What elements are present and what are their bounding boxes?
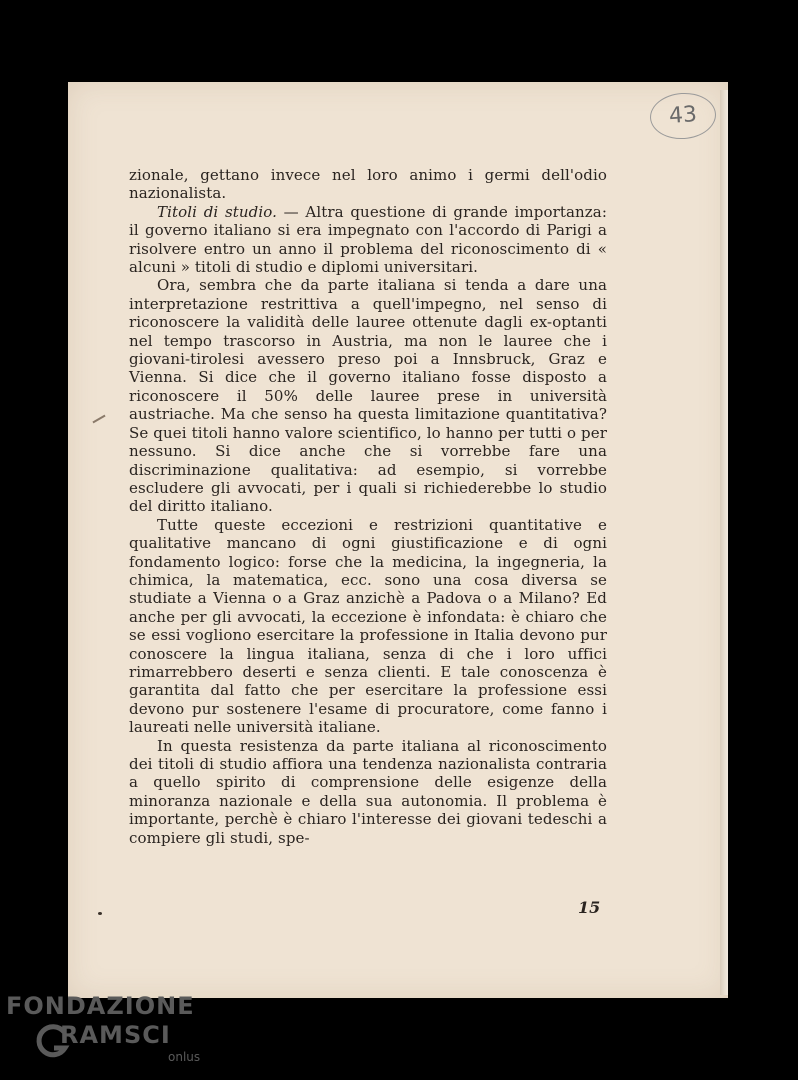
paragraph-2 [129,203,607,277]
body-text [129,166,607,847]
paragraph-4: Tutte queste eccezioni e restrizioni quantitative e qualitative mancano di ogni giustificazione e di ogni fondamento logico: forse che la medicina, la ingegneria, la chimica, la matematica, ecc. sono una cosa diversa se studiate a Vienna o a Graz anzichè a Padova o a Milano? Ed anche per gli avvocati, la eccezione è infondata: è chiaro che se essi vogliono esercitare la professione in Italia devono pur conoscere la lingua italiana, senza di che i loro uffici rimarrebbero deserti e senza clienti. E tale conoscenza è garantita dal fatto che per esercitare la professione essi devono pur sostenere l'esame di procuratore, come fanno i laureati nelle università italiane. [129,515,607,737]
watermark-line2: RAMSCI [60,1021,171,1049]
paragraph-2-text: — Altra questione di grande importanza: il governo italiano si era impegnato con l'accordo di Parigi a risolvere entro un anno il problema del riconoscimento di « alcuni » titoli di studio e diplomi universitari. [129,202,607,277]
paragraph-3: Ora, sembra che da parte italiana si tenda a dare una interpretazione restrittiva a quell'impegno, nel senso di riconoscere la validità delle lauree ottenute dagli ex-optanti nel tempo trascorso in Austria, ma non le lauree che i giovani-tirolesi avessero preso poi a Innsbruck, Graz e Vienna. Si dice che il governo italiano fosse disposto a riconoscere il 50% delle lauree prese in università austriache. Ma che senso ha questa limitazione quantitativa? Se quei titoli hanno valore scientifico, lo hanno per tutti o per nessuno. Si dice anche che si vorrebbe fare una discriminazione qualitativa: ad esempio, si vorrebbe escludere gli avvocati, per i quali si richiederebbe lo studio del diritto italiano. [129,276,607,516]
page-number: 15 [578,898,601,917]
ink-dot-mark [98,912,102,915]
archive-number-stamp: 43 [648,91,717,141]
section-heading: Titoli di studio. [157,202,277,221]
page-edge [720,90,728,995]
watermark-line1: FONDAZIONE [6,992,195,1020]
watermark-line3: onlus [168,1050,201,1064]
fondazione-gramsci-watermark [6,992,216,1072]
paragraph-5: In questa resistenza da parte italiana al riconoscimento dei titoli di studio affiora una tendenza nazionalista contraria a quello spirito di comprensione delle esigenze della minoranza nazionale e della sua autonomia. Il problema è importante, perchè è chiaro l'interesse dei giovani tedeschi a compiere gli studi, spe- [129,736,607,847]
paragraph-1: zionale, gettano invece nel loro animo i germi dell'odio nazionalista. [129,166,607,203]
